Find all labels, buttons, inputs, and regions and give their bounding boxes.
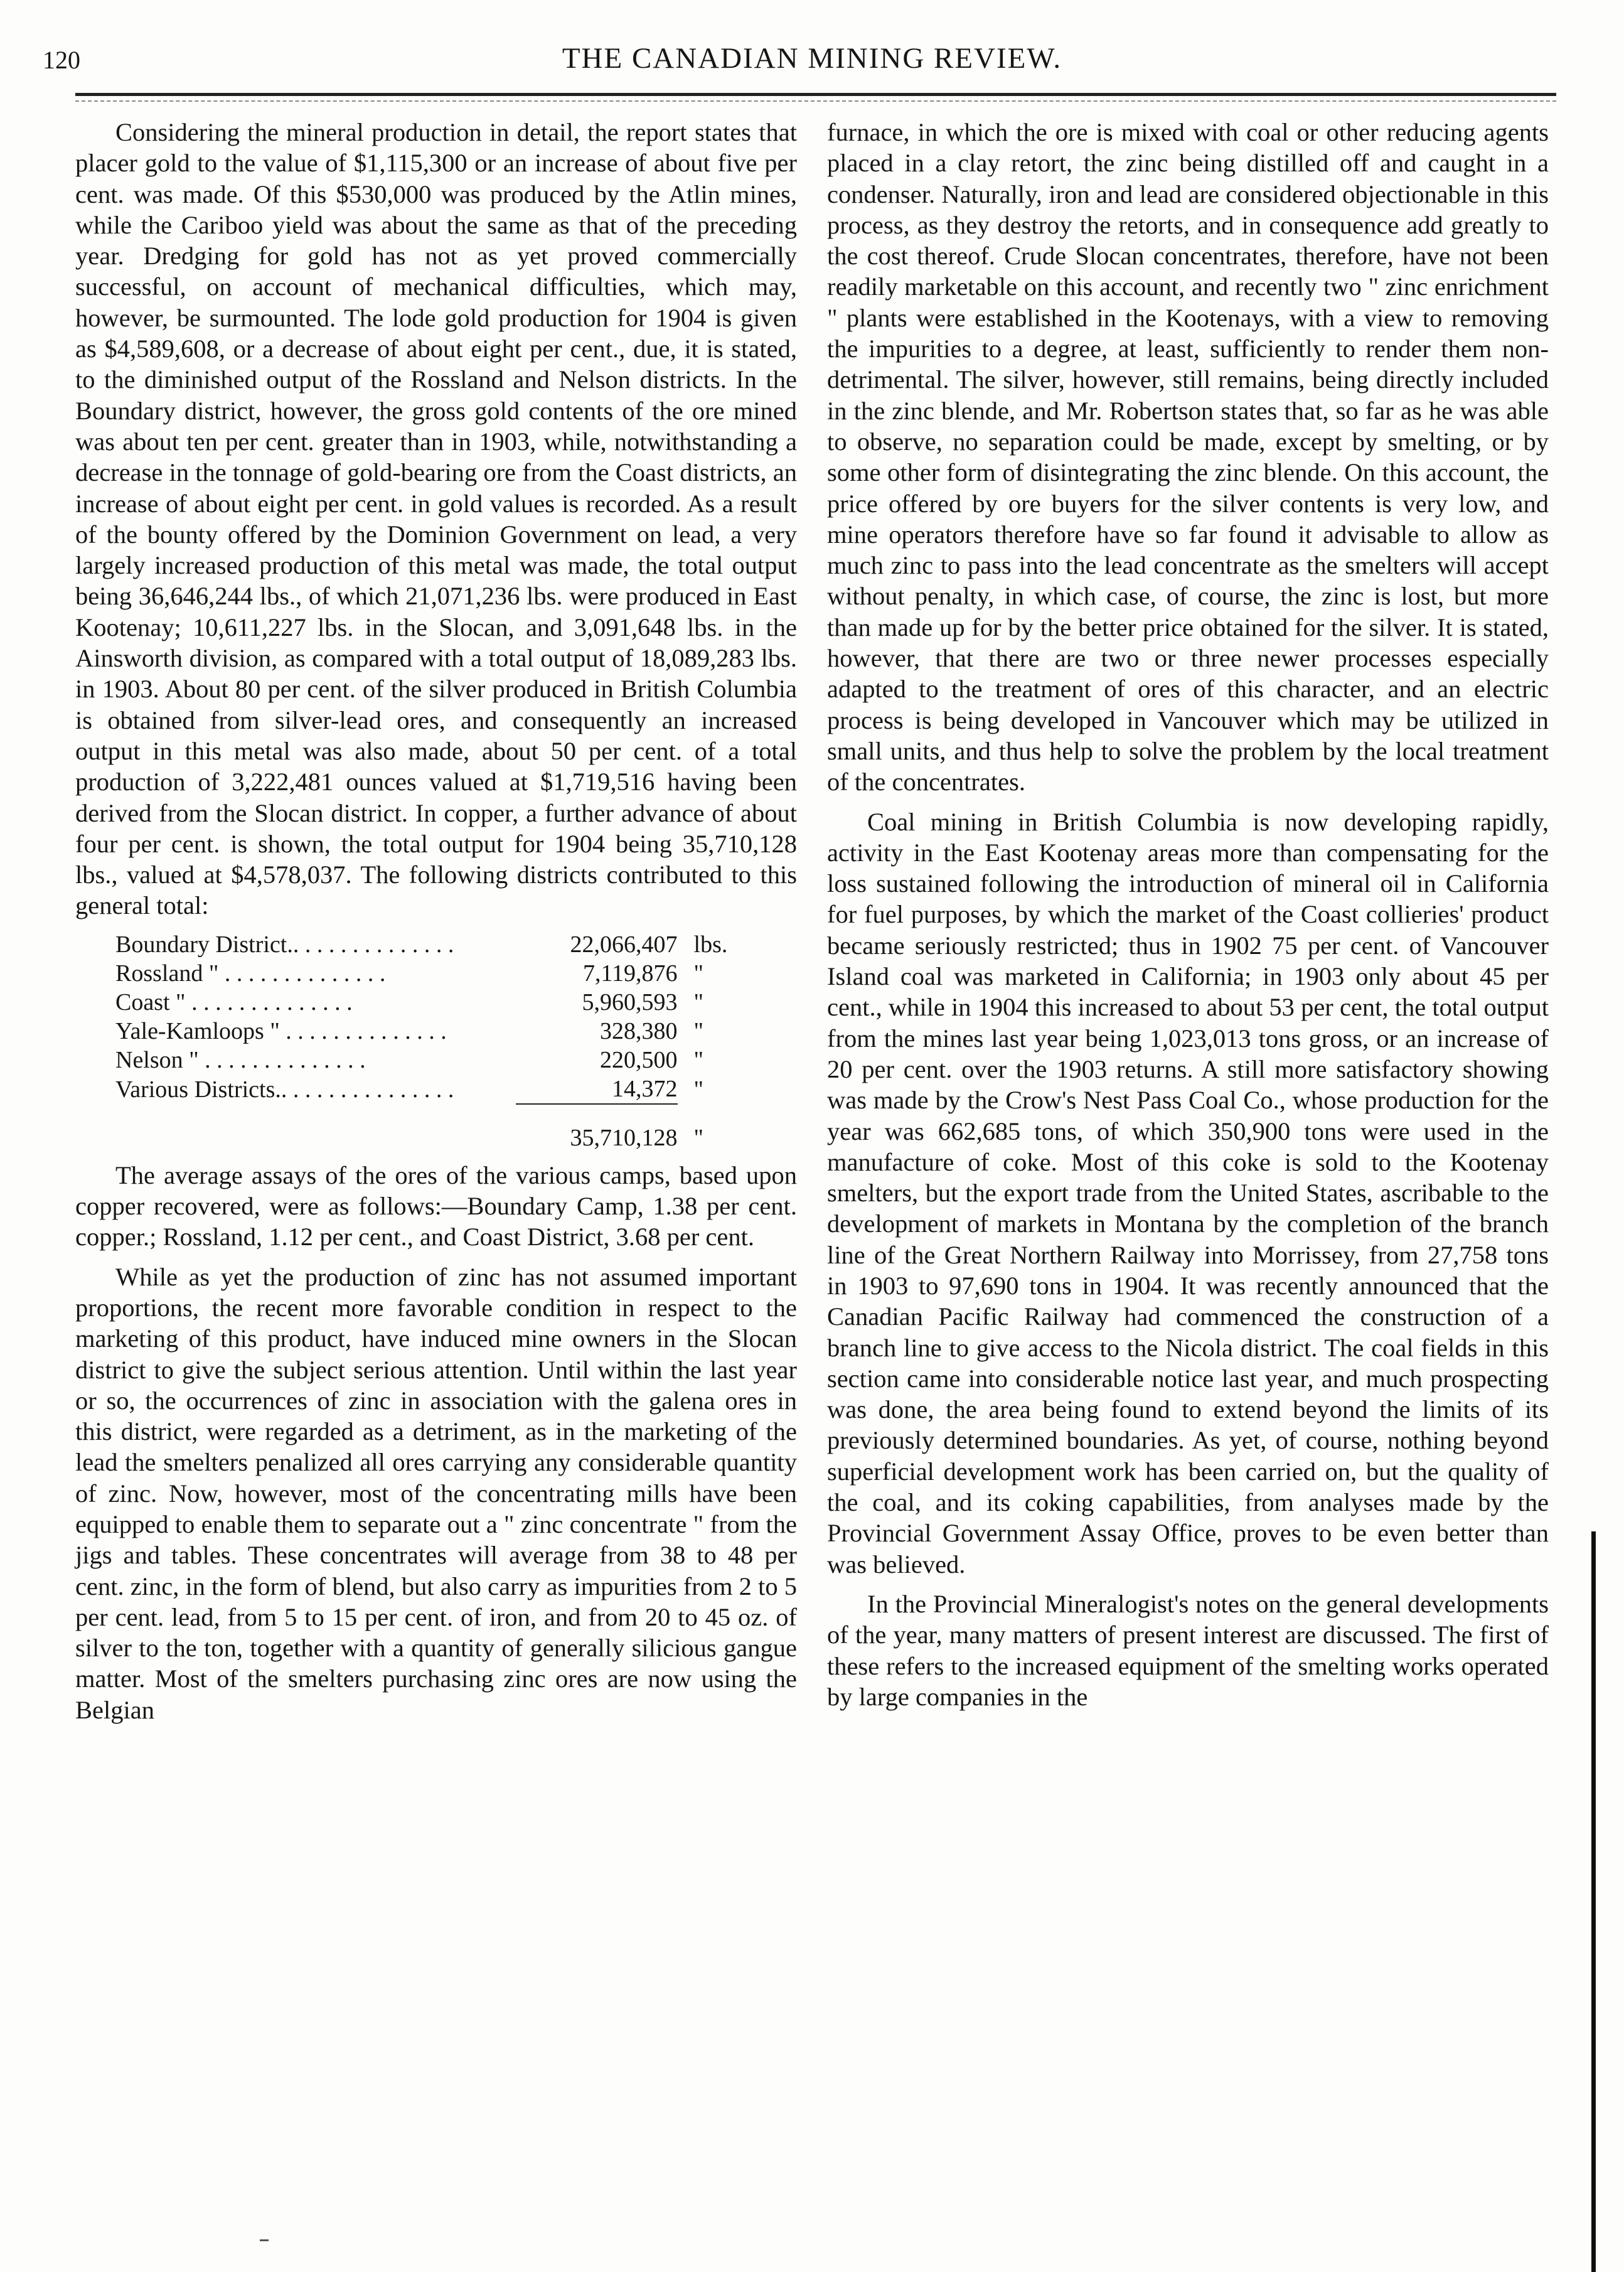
copper-output-by-district-table: [115, 930, 768, 1152]
district-quantity: 5,960,593: [582, 989, 678, 1015]
table-row: [115, 1046, 768, 1074]
table-row: [115, 959, 768, 988]
page-number: 120: [43, 46, 80, 74]
district-unit: ": [693, 1076, 704, 1103]
district-unit: ": [693, 1046, 704, 1073]
district-unit: ": [693, 960, 704, 987]
paragraph-mineralogist-notes: In the Provincial Mineralogist's notes on the general developments of the year, many matters of present interest are discussed. The first of these refers to the increased equipment of the smelting works operated by large companies in the: [827, 1589, 1549, 1711]
district-unit: ": [693, 1017, 704, 1044]
header-rule: [75, 93, 1556, 96]
right-column: [827, 117, 1549, 1712]
district-name: Coast " . . . . . . . . . . . . . .: [115, 989, 353, 1015]
district-quantity: 14,372: [516, 1074, 678, 1104]
district-quantity: 220,500: [600, 1046, 678, 1073]
page-footer-mark: [260, 2239, 269, 2241]
total-unit: ": [693, 1124, 704, 1151]
district-name: Boundary District.. . . . . . . . . . . . . .: [115, 931, 454, 958]
publication-title: THE CANADIAN MINING REVIEW.: [562, 42, 1062, 75]
table-total-row: [115, 1104, 768, 1152]
paragraph-belgian-furnace-continued: furnace, in which the ore is mixed with coal or other reducing agents placed in a clay retort, the zinc being distilled off and caught in a condenser. Naturally, iron and lead are considered objectionable in this process, as they destroy the retorts, and in consequence add greatly to the cost thereof. Crude Slocan concentrates, therefore, have not been readily marketable on this account, and recently two " zinc enrichment " plants were established in the Kootenays, with a view to removing the impurities to a degree, at least, sufficiently to render them non-detrimental. The silver, however, still remains, being directly included in the zinc blende, and Mr. Robertson states that, so far as he was able to observe, no separation could be made, except by smelting, or by some other form of disintegrating the zinc blende. On this account, the price offered by ore buyers for the silver contents is very low, and mine operators therefore have so far found it advisable to allow as much zinc to pass into the lead concentrate as the smelters will accept without penalty, in which case, of course, the zinc is lost, but more than made up for by the better price obtained for the silver. It is stated, however, that there are two or three newer processes especially adapted to the treatment of ores of this character, and an electric process is being developed in Vancouver which may be utilized in small units, and thus help to solve the problem by the local treatment of the concentrates.: [827, 118, 1549, 796]
district-quantity: 7,119,876: [582, 960, 678, 987]
district-unit: lbs.: [693, 931, 728, 958]
table-row: [115, 988, 768, 1017]
paragraph-coal-mining: Coal mining in British Columbia is now developing rapidly, activity in the East Kootenay areas more than compensating for the loss sustained following the introduction of mineral oil in California for fuel purposes, by which the market of the Coast collieries' product became seriously restricted; thus in 1902 75 per cent. of Vancouver Island coal was marketed in California; in 1903 only about 45 per cent., while in 1904 this increased to about 53 per cent, the total output from the mines last year being 1,023,013 tons gross, or an increase of 20 per cent. over the 1903 returns. A still more satisfactory showing was made by the Crow's Nest Pass Coal Co., whose production for the year was 662,685 tons, of which 350,900 tons were used in the manufacture of coke. Most of this coke is sold to the Kootenay smelters, but the export trade from the United States, ascribable to the development of markets in Montana by the completion of the branch line of the Great Northern Railway into Morrissey, from 27,758 tons in 1903 to 97,690 tons in 1904. It was recently announced that the Canadian Pacific Railway had commenced the construction of a branch line to give access to the Nicola district. The coal fields in this section came into considerable notice last year, and much prospecting was done, the area being found to extend beyond the limits of its previously determined boundaries. As yet, of course, nothing beyond superficial development work has been carried on, but the quality of the coal, and its coking capabilities, from analyses made by the Provincial Government Assay Office, proves to be even better than was believed.: [827, 807, 1549, 1578]
table-row: [115, 930, 768, 959]
district-quantity: 22,066,407: [570, 931, 678, 958]
paragraph-mineral-production: Considering the mineral production in detail, the report states that placer gold to the value of $1,115,300 or an increase of about five per cent. was made. Of this $530,000 was produced by the Atlin mines, while the Cariboo yield was about the same as that of the preceding year. Dredging for gold has not as yet proved commercially successful, on account of mechanical difficulties, which may, however, be surmounted. The lode gold production for 1904 is given as $4,589,608, or a decrease of about eight per cent., due, it is stated, to the diminished output of the Rossland and Nelson districts. In the Boundary district, however, the gross gold contents of the ore mined was about ten per cent. greater than in 1903, while, notwithstanding a decrease in the tonnage of gold-bearing ore from the Coast districts, an increase of about eight per cent. in gold values is recorded. As a result of the bounty offered by the Dominion Government on lead, a very largely increased production of this metal was made, the total output being 36,646,244 lbs., of which 21,071,236 lbs. were produced in East Kootenay; 10,611,227 lbs. in the Slocan, and 3,091,648 lbs. in the Ainsworth division, as compared with a total output of 18,089,283 lbs. in 1903. About 80 per cent. of the silver produced in British Columbia is obtained from silver-lead ores, and consequently an increased output in this metal was also made, about 50 per cent. of a total production of 3,222,481 ounces valued at $1,719,516 having been derived from the Slocan district. In copper, a further advance of about four per cent. is shown, the total output for 1904 being 35,710,128 lbs., valued at $4,578,037. The following districts contributed to this general total:: [75, 118, 797, 920]
district-quantity: 328,380: [600, 1017, 678, 1044]
binding-edge-rule: [1591, 1531, 1596, 2272]
district-name: Rossland " . . . . . . . . . . . . . .: [115, 960, 386, 987]
district-unit: ": [693, 989, 704, 1015]
total-spacer: [115, 1104, 516, 1152]
paragraph-average-assays: The average assays of the ores of the various camps, based upon copper recovered, were as follows:—Boundary Camp, 1.38 per cent. copper.; Rossland, 1.12 per cent., and Coast District, 3.68 per cent.: [75, 1160, 797, 1251]
district-name: Nelson " . . . . . . . . . . . . . .: [115, 1046, 366, 1073]
table-row: [115, 1074, 768, 1104]
district-name: Yale-Kamloops " . . . . . . . . . . . . . .: [115, 1017, 447, 1044]
header-rule-secondary: [75, 100, 1556, 102]
left-column: [75, 117, 797, 1725]
table-row: [115, 1017, 768, 1046]
paragraph-zinc-production: While as yet the production of zinc has not assumed important proportions, the recent more favorable condition in respect to the marketing of this product, have induced mine owners in the Slocan district to give the subject serious attention. Until within the last year or so, the occurrences of zinc in association with the galena ores in this district, were regarded as a detriment, as in the marketing of the lead the smelters penalized all ores carrying any considerable quantity of zinc. Now, however, most of the concentrating mills have been equipped to enable them to separate out a " zinc concentrate " from the jigs and tables. These concentrates will average from 38 to 48 per cent. zinc, in the form of blend, but also carry as impurities from 2 to 5 per cent. lead, from 5 to 15 per cent. of iron, and from 20 to 45 oz. of silver to the ton, together with a quantity of generally silicious gangue matter. Most of the smelters purchasing zinc ores are now using the Belgian: [75, 1262, 797, 1724]
district-name: Various Districts.. . . . . . . . . . . . . . .: [115, 1076, 454, 1103]
total-quantity: 35,710,128: [570, 1124, 678, 1151]
